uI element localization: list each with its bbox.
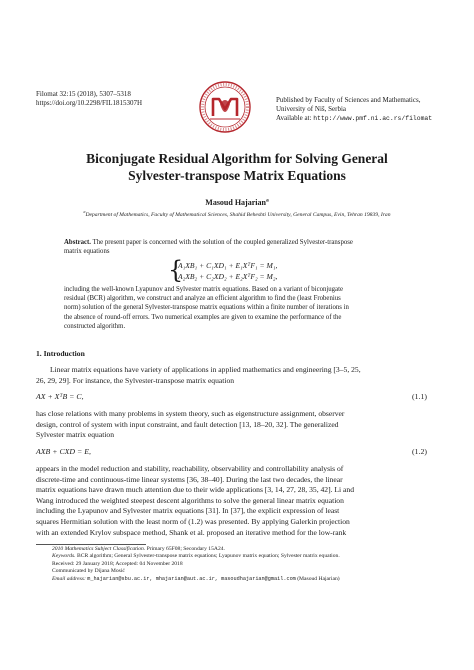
abstract-line: norm) solution of the general Sylvester-transpose matrix equations within a finite number of iterations in [64,304,349,312]
pmf-seal-icon [198,80,252,134]
footnote-divider [36,544,146,545]
abstract-label: Abstract. [64,239,91,246]
journal-logo [198,80,252,134]
available-label: Available at: [276,114,314,122]
intro-paragraph-1 [36,365,438,386]
keywords-label: Keywords. [52,553,76,560]
body-line: design, control of system with input constraint, and fault detection [13, 18–20, 32]. The generalized [36,419,339,429]
body-line: squares Hermitian solution with the least norm of (1.2) was presented. By applying Galerkin projection [36,516,350,526]
paper-title [0,150,474,184]
title-line-2: Sylvester-transpose Matrix Equations [128,168,346,183]
body-line: including the Lyapunov and Sylvester matrix equations [31]. In [37], the explicit expression of least [36,506,340,516]
journal-citation [36,90,142,108]
body-line: Wang introduced the weighted steepest descent algorithms to solve the general linear matrix equation [36,495,344,505]
intro-paragraph-3 [36,464,438,538]
body-line: 26, 29, 29]. For instance, the Sylvester-transpose matrix equation [36,375,235,385]
abstract-intro-line-2: matrix equations [64,248,110,256]
author-mark: a [265,197,269,204]
left-brace-icon: { [168,256,184,284]
keywords-line [52,553,444,560]
body-line: has close relations with many problems in system theory, such as eigenstructure assignment, observer [36,409,345,418]
body-line: discrete-time and continuous-time linear systems [36, 38–40]. During the last two decades, the linear [36,474,343,484]
journal-url-link[interactable]: http://www.pmf.ni.ac.rs/filomat [313,115,433,122]
author-name [0,198,474,207]
email-owner: (Masoud Hajarian) [295,575,340,582]
abstract [64,238,410,256]
email-label: Email address: [52,575,88,582]
body-line: matrix equations have drawn much attention due to their wide applications [3, 14, 27, 28, 35, 42]. Li and [36,485,355,495]
affiliation [0,212,474,218]
available-at [276,114,432,123]
msc-text: Primary 65F08; Secondary 15A24. [145,546,225,552]
publisher-line-2: University of Niš, Serbia [276,105,346,113]
received-line: Received: 29 January 2018; Accepted: 04 November 2018 [52,560,183,567]
title-line-1: Biconjugate Residual Algorithm for Solving General [86,151,388,166]
abstract-line: the absence of round-off errors. Two numerical examples are given to examine the performance of the [64,313,342,321]
abstract-line: residual (BCR) algorithm, we construct and analyze an efficient algorithm to find the (least Frobenius [64,295,341,303]
email-addresses[interactable]: m_hajarian@sbu.ac.ir, mhajarian@aut.ac.ir, masoudhajarian@gmail.com [87,575,296,582]
author-text: Masoud Hajarian [205,198,266,207]
abstract-intro-text: The present paper is concerned with the solution of the coupled generalized Sylvester-transpose [92,239,353,246]
journal-line: Filomat 32:15 (2018), 5307–5318 [36,90,131,98]
coupled-equation-system [168,256,408,284]
msc-label: 2010 Mathematics Subject Classification. [52,546,146,552]
body-line: Linear matrix equations have variety of applications in applied mathematics and engineering [3–5, 25, [50,365,361,374]
communicated-line: Communicated by Dijana Mosić [52,568,125,575]
publisher-line-1: Published by Faculty of Sciences and Mathematics, [276,96,421,104]
abstract-intro-line-1 [64,238,410,247]
system-equation-2: A₂XB₂ + C₂XD₂ + E₂XᵀF₂ = M₂, [178,272,278,281]
equation-1-2-number: (1.2) [412,447,427,456]
msc-line [52,546,444,553]
abstract-continuation [64,285,410,331]
section-heading-introduction: 1. Introduction [36,349,85,358]
abstract-line: including the well-known Lyapunov and Sylvester matrix equations. Based on a variant of biconjugate [64,286,343,293]
publisher-info [276,96,432,123]
system-equation-1: A₁XB₁ + C₁XD₁ + E₁XᵀF₁ = M₁, [178,261,278,270]
abstract-line: constructed algorithm. [64,322,126,330]
body-line: appears in the model reduction and stability, reachability, observability and controllability analysis of [36,464,344,473]
equation-1-2: AXB + CXD = E, [36,447,91,456]
affiliation-mark: a [83,210,86,215]
equation-1-1-number: (1.1) [412,392,427,401]
email-line [52,576,444,583]
doi-link[interactable]: https://doi.org/10.2298/FIL1815307H [36,99,143,107]
body-line: Sylvester matrix equation [36,430,115,440]
keywords-text: BCR algorithm; General Sylvester-transpose matrix equations; Lyapunov matrix equation; Sylvester matrix equation. [75,553,340,560]
intro-paragraph-2 [36,409,438,441]
equation-1-1: AX + XᵀB = C, [36,392,84,401]
body-line: with an extended Krylov subspace method, Shank et al. proposed an iterative method for the low-rank [36,527,347,537]
affiliation-text: Department of Mathematics, Faculty of Mathematical Sciences, Shahid Beheshti University, General Campus, Evin, Tehran 19839, Iran [85,212,391,218]
footnotes [52,546,444,583]
